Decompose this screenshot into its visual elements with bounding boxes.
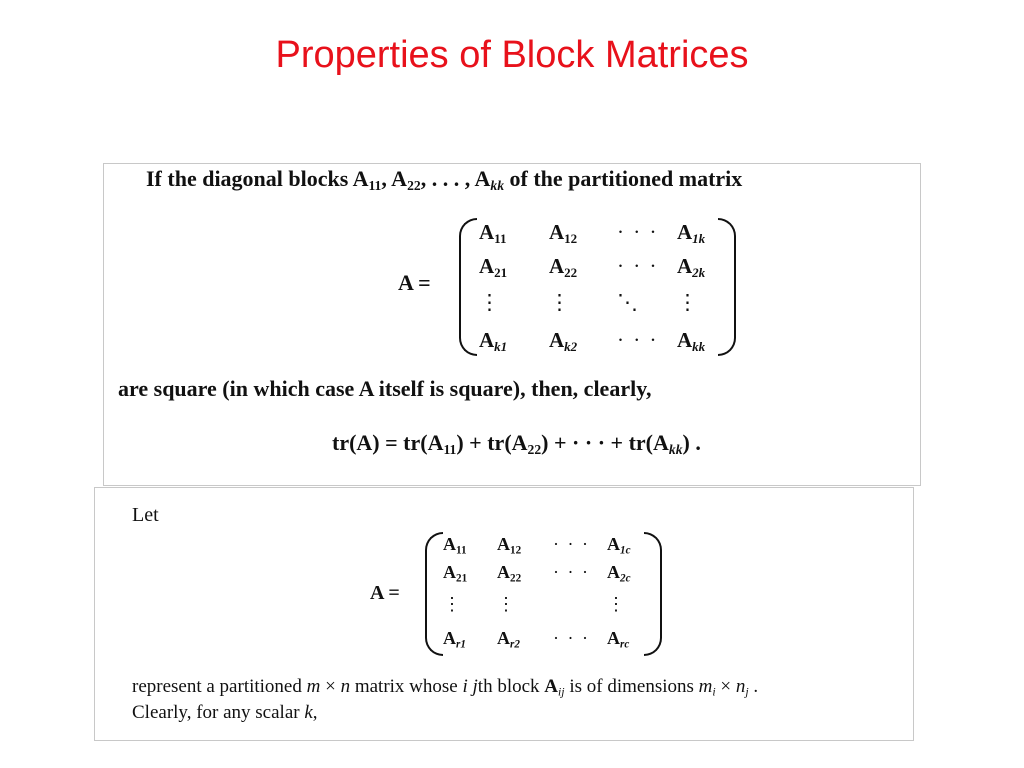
dimensions-sentence: represent a partitioned m × n matrix whose i jth block $A_{ij}$ is of dimensions $m_i \times n_j$ . xyxy=(132,676,759,699)
matrix-entry: $A_{2k}$ xyxy=(677,254,706,280)
matrix-entry: $A_{1c}$ xyxy=(607,534,631,557)
diagonal-blocks-excerpt xyxy=(103,163,921,486)
matrix-label: A = xyxy=(398,270,431,295)
matrix-entry: $A_{12}$ xyxy=(549,220,578,246)
vertical-ellipsis: ⋮ xyxy=(549,290,570,314)
partitioned-matrix xyxy=(459,218,736,356)
right-parenthesis xyxy=(718,218,736,356)
scalar-sentence: Clearly, for any scalar k, xyxy=(132,702,318,723)
horizontal-ellipsis: · · · xyxy=(617,328,659,352)
trace-equation: $tr(A) = tr(A_{11}) + tr(A_{22})$ + · · · + $tr(A_{kk})$ . xyxy=(332,430,701,458)
matrix-entry: $A_{22}$ xyxy=(549,254,578,280)
horizontal-ellipsis: · · · xyxy=(617,254,659,278)
block-a11: $A_{11}$ xyxy=(352,166,382,194)
horizontal-ellipsis: · · · xyxy=(553,628,590,648)
partitioned-matrix xyxy=(425,532,662,656)
vertical-ellipsis: ⋮ xyxy=(443,594,461,614)
matrix-entry: $A_{22}$ xyxy=(497,562,522,585)
block-a22: $A_{22}$ xyxy=(391,166,421,194)
matrix-label: A = xyxy=(370,582,400,604)
intro-prefix: If the diagonal blocks xyxy=(146,166,353,191)
left-parenthesis xyxy=(425,532,443,656)
block-akk: $A_{kk}$ xyxy=(474,166,504,194)
matrix-entry: $A_{1k}$ xyxy=(677,220,706,246)
vertical-ellipsis: ⋮ xyxy=(479,290,500,314)
matrix-entry: $A_{k2}$ xyxy=(549,328,578,354)
matrix-entry: $A_{r2}$ xyxy=(497,628,520,651)
vertical-ellipsis: ⋮ xyxy=(607,594,625,614)
square-condition-sentence: are square (in which case A itself is square), then, clearly, xyxy=(118,376,652,401)
matrix-entry: $A_{21}$ xyxy=(479,254,508,280)
horizontal-ellipsis: · · · xyxy=(553,534,590,554)
vertical-ellipsis: ⋮ xyxy=(677,290,698,314)
intro-sentence: If the diagonal blocks $A_{11}$, $A_{22}$, . . . , $A_{kk}$ of the partitioned matrix xyxy=(146,166,743,194)
matrix-entry: $A_{2c}$ xyxy=(607,562,631,585)
matrix-entry: $A_{21}$ xyxy=(443,562,468,585)
block-dimensions-excerpt xyxy=(94,487,914,741)
slide-title: Properties of Block Matrices xyxy=(275,34,749,76)
matrix-entry: $A_{12}$ xyxy=(497,534,522,557)
vertical-ellipsis: ⋮ xyxy=(497,594,515,614)
intro-suffix: of the partitioned matrix xyxy=(504,166,743,191)
horizontal-ellipsis: · · · xyxy=(617,220,659,244)
horizontal-ellipsis: · · · xyxy=(553,562,590,582)
matrix-entry: $A_{11}$ xyxy=(443,534,467,557)
diagonal-ellipsis: ⋱ xyxy=(617,290,638,314)
matrix-entry: $A_{r1}$ xyxy=(443,628,466,651)
right-parenthesis xyxy=(644,532,662,656)
matrix-entry: $A_{11}$ xyxy=(479,220,507,246)
let-word: Let xyxy=(132,504,159,526)
matrix-entry: $A_{rc}$ xyxy=(607,628,630,651)
matrix-entry: $A_{kk}$ xyxy=(677,328,706,354)
matrix-entry: $A_{k1}$ xyxy=(479,328,508,354)
left-parenthesis xyxy=(459,218,477,356)
